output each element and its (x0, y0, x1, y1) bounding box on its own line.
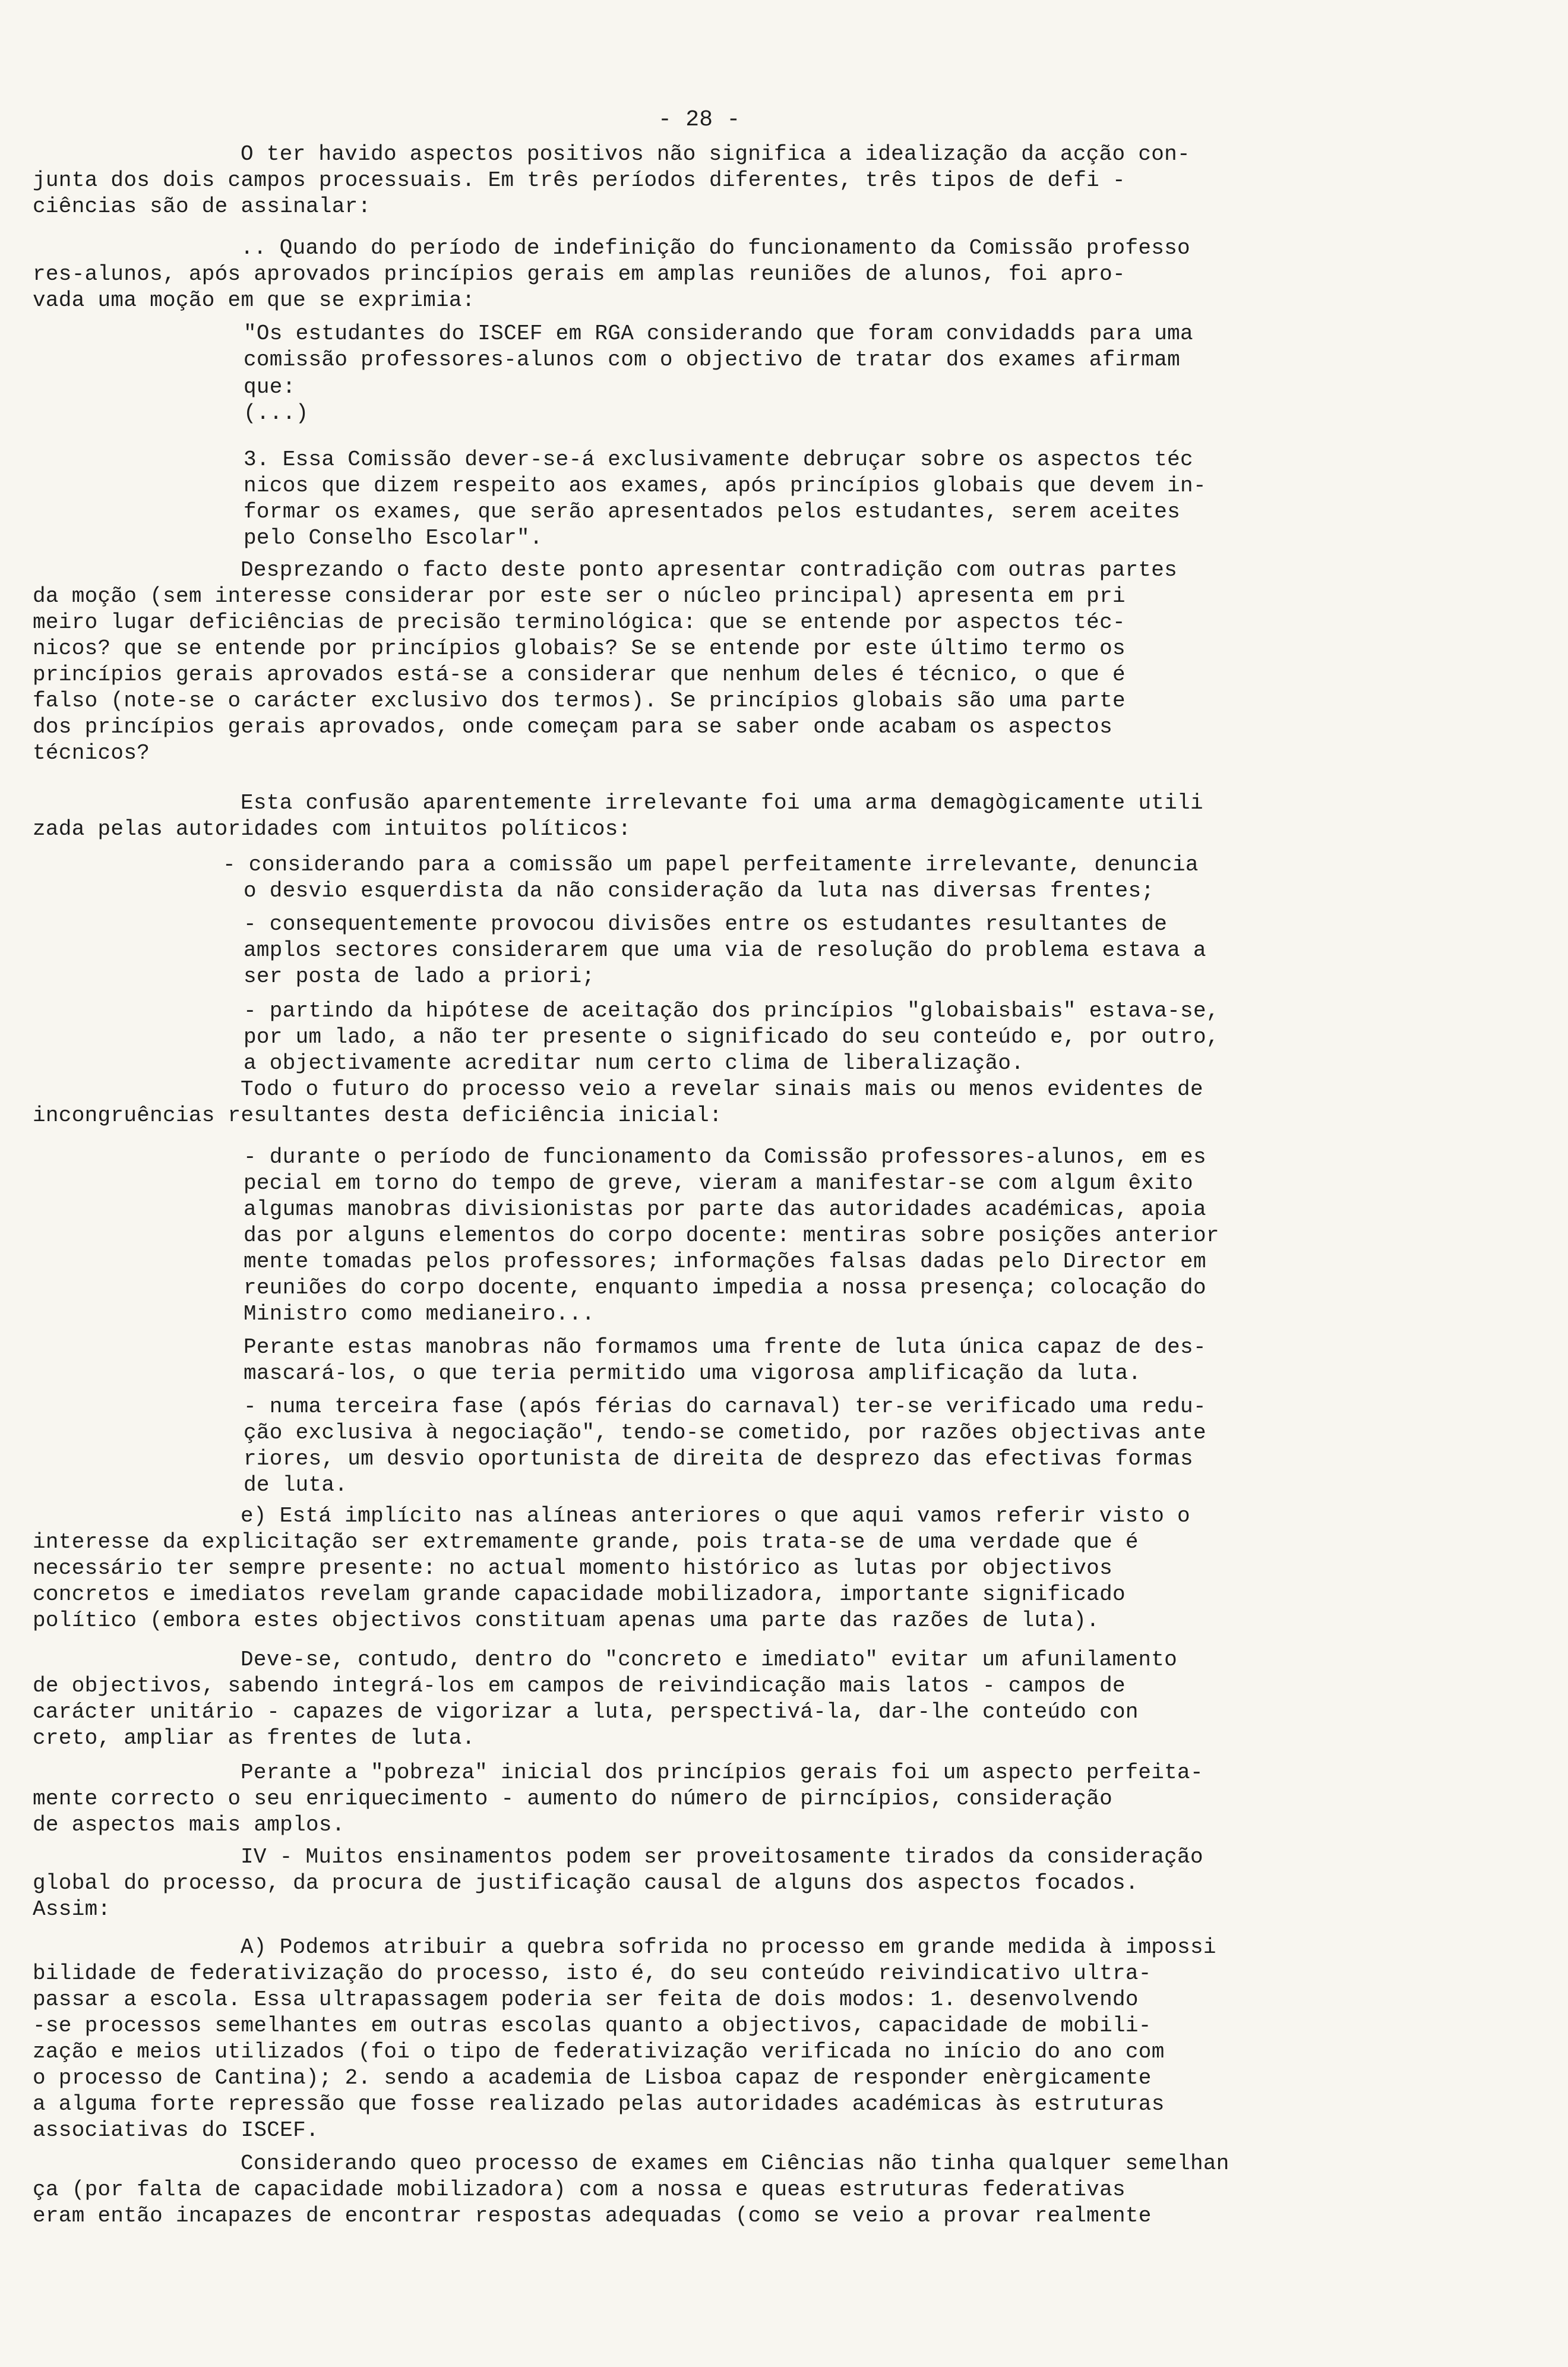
text-line: Perante estas manobras não formamos uma frente de luta única capaz de des- (244, 1335, 1206, 1359)
text-line: Todo o futuro do processo veio a revelar sinais mais ou menos evidentes de (241, 1077, 1203, 1102)
text-line: amplos sectores considerarem que uma via de resolução do problema estava a (244, 938, 1206, 962)
text-line: Deve-se, contudo, dentro do "concreto e imediato" evitar um afunilamento (241, 1648, 1178, 1672)
text-line: eram então incapazes de encontrar respostas adequadas (como se veio a provar realmente (33, 2204, 1152, 2228)
text-line: carácter unitário - capazes de vigorizar a luta, perspectivá-la, dar-lhe conteúdo con (33, 1700, 1139, 1724)
text-line: por um lado, a não ter presente o significado do seu conteúdo e, por outro, (244, 1025, 1219, 1049)
text-line: princípios gerais aprovados está-se a considerar que nenhum deles é técnico, o que é (33, 662, 1126, 687)
text-line: dos princípios gerais aprovados, onde começam para se saber onde acabam os aspectos (33, 715, 1112, 739)
text-line: de objectivos, sabendo integrá-los em campos de reivindicação mais latos - campos de (33, 1674, 1126, 1698)
text-line: zada pelas autoridades com intuitos políticos: (33, 817, 631, 841)
text-line: mente tomadas pelos professores; informações falsas dadas pelo Director em (244, 1249, 1206, 1274)
text-line: interesse da explicitação ser extremamente grande, pois trata-se de uma verdade que é (33, 1530, 1139, 1554)
text-line: mente correcto o seu enriquecimento - aumento do número de pirncípios, consideração (33, 1787, 1112, 1811)
text-line: riores, um desvio oportunista de direita de desprezo das efectivas formas (244, 1447, 1193, 1471)
text-line: .. Quando do período de indefinição do funcionamento da Comissão professo (241, 236, 1190, 260)
text-line: Considerando queo processo de exames em Ciências não tinha qualquer semelhan (241, 2151, 1229, 2176)
text-line: necessário ter sempre presente: no actual momento histórico as lutas por objectivos (33, 1556, 1112, 1580)
text-line: (...) (244, 401, 309, 425)
text-line: da moção (sem interesse considerar por este ser o núcleo principal) apresenta em pri (33, 584, 1126, 608)
text-line: IV - Muitos ensinamentos podem ser proveitosamente tirados da consideração (241, 1845, 1203, 1869)
text-line: Esta confusão aparentemente irrelevante foi uma arma demagògicamente utili (241, 791, 1203, 815)
text-line: Desprezando o facto deste ponto apresentar contradição com outras partes (241, 558, 1178, 582)
text-line: passar a escola. Essa ultrapassagem poderia ser feita de dois modos: 1. desenvolvendo (33, 1987, 1139, 2012)
text-line: pecial em torno do tempo de greve, vieram a manifestar-se com algum êxito (244, 1171, 1193, 1195)
text-line: - considerando para a comissão um papel perfeitamente irrelevante, denuncia (223, 853, 1199, 877)
text-line: técnicos? (33, 741, 150, 765)
text-line: ser posta de lado a priori; (244, 964, 595, 989)
text-line: O ter havido aspectos positivos não significa a idealização da acção con- (241, 142, 1190, 166)
text-line: -se processos semelhantes em outras escolas quanto a objectivos, capacidade de mobili- (33, 2013, 1152, 2038)
text-line: junta dos dois campos processuais. Em três períodos diferentes, três tipos de defi - (33, 168, 1126, 192)
text-line: ça (por falta de capacidade mobilizadora) com a nossa e queas estruturas federativas (33, 2177, 1126, 2202)
text-line: ciências são de assinalar: (33, 194, 371, 219)
text-line: e) Está implícito nas alíneas anteriores o que aqui vamos referir visto o (241, 1504, 1190, 1528)
text-line: creto, ampliar as frentes de luta. (33, 1726, 475, 1750)
text-line: reuniões do corpo docente, enquanto impedia a nossa presença; colocação do (244, 1276, 1206, 1300)
text-line: Ministro como medianeiro... (244, 1302, 595, 1326)
text-line: - durante o período de funcionamento da Comissão professores-alunos, em es (244, 1145, 1206, 1169)
text-line: falso (note-se o carácter exclusivo dos termos). Se princípios globais são uma parte (33, 689, 1126, 713)
text-line: a objectivamente acreditar num certo clima de liberalização. (244, 1051, 1025, 1075)
text-line: nicos que dizem respeito aos exames, após princípios globais que devem in- (244, 474, 1206, 498)
text-line: global do processo, da procura de justificação causal de alguns dos aspectos focados. (33, 1871, 1139, 1895)
text-line: nicos? que se entende por princípios globais? Se se entende por este último termo os (33, 636, 1126, 661)
text-line: das por alguns elementos do corpo docente: mentiras sobre posições anterior (244, 1223, 1219, 1248)
text-line: pelo Conselho Escolar". (244, 526, 543, 550)
text-line: político (embora estes objectivos constituam apenas uma parte das razões de luta). (33, 1608, 1100, 1633)
text-line: de aspectos mais amplos. (33, 1813, 345, 1837)
text-line: - numa terceira fase (após férias do carnaval) ter-se verificado uma redu- (244, 1394, 1206, 1419)
text-line: bilidade de federativização do processo, isto é, do seu conteúdo reivindicativo ultra- (33, 1961, 1152, 1986)
text-line: formar os exames, que serão apresentados pelos estudantes, serem aceites (244, 500, 1181, 524)
text-line: de luta. (244, 1473, 348, 1497)
text-line: vada uma moção em que se exprimia: (33, 288, 475, 313)
page-number: - 28 - (658, 107, 741, 132)
text-line: "Os estudantes do ISCEF em RGA considerando que foram convidadds para uma (244, 321, 1193, 346)
text-line: res-alunos, após aprovados princípios gerais em amplas reuniões de alunos, foi apro- (33, 262, 1126, 286)
text-line: A) Podemos atribuir a quebra sofrida no processo em grande medida à impossi (241, 1935, 1216, 1959)
text-line: 3. Essa Comissão dever-se-á exclusivamente debruçar sobre os aspectos téc (244, 447, 1193, 472)
text-line: algumas manobras divisionistas por parte das autoridades académicas, apoia (244, 1197, 1206, 1222)
text-line: mascará-los, o que teria permitido uma vigorosa amplificação da luta. (244, 1361, 1142, 1386)
text-line: - consequentemente provocou divisões entre os estudantes resultantes de (244, 912, 1168, 936)
text-line: - partindo da hipótese de aceitação dos princípios "globaisbais" estava-se, (244, 999, 1219, 1023)
text-line: associativas do ISCEF. (33, 2118, 319, 2142)
text-line: zação e meios utilizados (foi o tipo de federativização verificada no início do ano com (33, 2040, 1165, 2064)
text-line: ção exclusiva à negociação", tendo-se cometido, por razões objectivas ante (244, 1421, 1206, 1445)
text-line: Assim: (33, 1897, 111, 1921)
text-line: que: (244, 375, 296, 399)
text-line: concretos e imediatos revelam grande capacidade mobilizadora, importante significado (33, 1582, 1126, 1607)
text-line: incongruências resultantes desta deficiência inicial: (33, 1103, 722, 1128)
text-line: o processo de Cantina); 2. sendo a academia de Lisboa capaz de responder enèrgicamente (33, 2066, 1152, 2090)
text-line: a alguma forte repressão que fosse realizado pelas autoridades académicas às estruturas (33, 2092, 1165, 2116)
text-line: comissão professores-alunos com o objectivo de tratar dos exames afirmam (244, 348, 1181, 372)
text-line: o desvio esquerdista da não consideração da luta nas diversas frentes; (244, 879, 1155, 903)
text-line: meiro lugar deficiências de precisão terminológica: que se entende por aspectos téc- (33, 610, 1126, 635)
text-line: Perante a "pobreza" inicial dos princípios gerais foi um aspecto perfeita- (241, 1760, 1203, 1785)
